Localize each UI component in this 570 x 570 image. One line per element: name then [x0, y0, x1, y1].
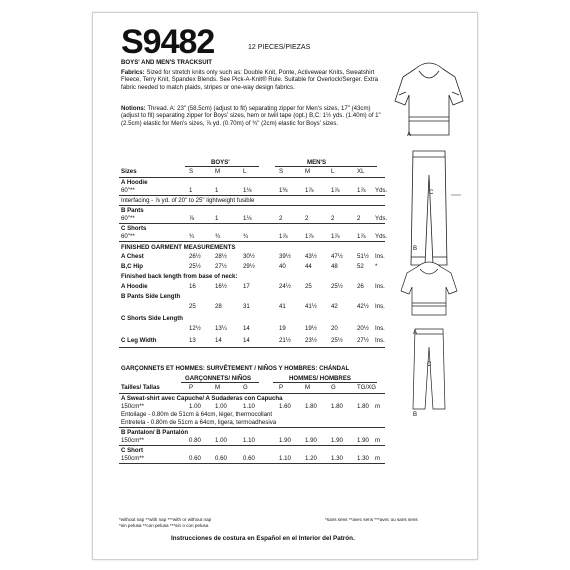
table-cell: 1⅞ — [279, 233, 288, 240]
table-cell: 14 — [243, 325, 250, 332]
row-label-es: Entretela - 0.80m de 51cm a 64cm, ligera, termoadhesiva — [121, 419, 277, 426]
size-header: XL — [357, 168, 365, 175]
notions-text: Thread. A: 23" (58.5cm) (adjust to fit) separating zipper for Men's sizes, 17" (43cm) (adjust to fit) separating zipper for Boys' sizes, hem or twill tape (opt.) B,C: 1½ yds. (1.40m) of 1" (2.5cm) elastic for Men's sizes, ⅞ yd. (0.70m) of ¾" (2cm) elastic for Boys' sizes. — [121, 105, 381, 127]
size-header: L — [243, 168, 247, 175]
unit-cell: Yds. — [375, 215, 388, 222]
finished-row-label: A Chest — [121, 253, 144, 260]
size-header-es: M — [305, 384, 311, 391]
nap-legend-en: *without nap **with nap ***with or without nap — [119, 517, 212, 522]
pattern-number: S9482 — [121, 23, 215, 61]
section-title-es: A Sweat-shirt avec Capuche/ A Sudaderas con Capucha — [121, 395, 283, 402]
table-rule — [119, 223, 385, 224]
row-label: 60"** — [121, 233, 135, 240]
technical-drawings-top — [389, 55, 469, 275]
table-rule — [119, 241, 385, 242]
table-rule — [119, 463, 385, 464]
table-cell: 25½ — [189, 263, 201, 270]
table-cell: 41 — [279, 303, 286, 310]
table-cell: 1.10 — [279, 455, 291, 462]
size-header-es: TG/XG — [357, 384, 376, 391]
unit-cell: Ins. — [375, 325, 385, 332]
table-cell: ¾ — [215, 233, 221, 240]
spanish-instructions-note: Instrucciones de costura en Español en el Interior del Patrón. — [171, 535, 355, 542]
table-cell: 51½ — [357, 253, 369, 260]
table-cell: 52 — [357, 263, 364, 270]
fabrics-text: Sized for stretch knits only such as: Double Knit, Ponte, Activewear Knits, Sweatshirt Fleece, Terry Knit, Spandex Blends. See Pick-A-Knit® Rule. Suitable for Overlock/Serger. Extra fabric needed to match plaids, stripes or one-way design fabrics. — [121, 69, 379, 91]
unit-cell: Ins. — [375, 337, 385, 344]
size-header: M — [305, 168, 311, 175]
table-cell: 40 — [279, 263, 286, 270]
size-header: L — [331, 168, 335, 175]
table-cell: 13 — [189, 337, 196, 344]
figure-label-a-2: A — [413, 329, 418, 336]
technical-drawings-bottom — [389, 257, 469, 417]
size-header-es: P — [279, 384, 284, 391]
size-header-es: G — [243, 384, 248, 391]
figure-label-b: B — [413, 245, 418, 252]
table-cell: 1 — [215, 215, 219, 222]
table-cell: 1.90 — [305, 437, 317, 444]
table-cell: 25½ — [331, 337, 343, 344]
table-cell: 21½ — [279, 337, 291, 344]
table-cell: 12½ — [189, 325, 201, 332]
table-rule — [181, 382, 259, 383]
table-cell: 30½ — [243, 253, 255, 260]
table-cell: 1⅞ — [331, 233, 340, 240]
table-cell: 19 — [279, 325, 286, 332]
row-label-es: 150cm** — [121, 437, 145, 444]
table-cell: 1.00 — [215, 437, 227, 444]
size-header-es: P — [189, 384, 194, 391]
table-cell: 1 — [215, 187, 219, 194]
table-rule — [119, 427, 385, 428]
table-cell: 25 — [305, 283, 312, 290]
table-cell: 1.30 — [357, 455, 369, 462]
table-cell: 2 — [279, 215, 283, 222]
table-cell: 44 — [305, 263, 312, 270]
section-title-es: B Pantalon/ B Pantalón — [121, 429, 189, 436]
row-label-es: 150cm** — [121, 455, 145, 462]
table-rule — [119, 205, 385, 206]
table-cell: 28 — [215, 303, 222, 310]
unit-cell: m — [375, 437, 381, 444]
unit-cell: Ins. — [375, 253, 385, 260]
group-header-mens-es: HOMMES/ HOMBRES — [289, 375, 351, 382]
unit-cell: Ins. — [375, 283, 385, 290]
piece-count: 12 PIECES/PIEZAS — [248, 44, 311, 51]
table-cell: 1⅞ — [305, 187, 314, 194]
row-label-es: Entoilage - 0.80m de 51cm à 64cm, léger, thermocollant — [121, 411, 273, 418]
size-header: S — [279, 168, 284, 175]
size-header-es: G — [331, 384, 336, 391]
table-rule — [119, 177, 385, 178]
row-label-es: 150cm** — [121, 403, 145, 410]
sizes-label-es: Tailles/ Tallas — [121, 384, 160, 391]
table-cell: 0.60 — [243, 455, 255, 462]
unit-cell: Yds. — [375, 187, 388, 194]
table-rule — [119, 195, 385, 196]
section-title: C Shorts — [121, 225, 147, 232]
table-cell: 14 — [215, 337, 222, 344]
unit-cell: Yds. — [375, 233, 388, 240]
table-cell: 23½ — [305, 337, 317, 344]
unit-cell: m — [375, 455, 381, 462]
table-cell: 31 — [243, 303, 250, 310]
row-label: Interfacing - ⅞ yd. of 20" to 25" lightweight fusible — [121, 197, 255, 204]
group-header-boys-es: GARÇONNETS/ NIÑOS — [185, 375, 252, 382]
table-cell: 1⅞ — [357, 187, 366, 194]
table-rule — [119, 347, 385, 348]
table-cell: 19½ — [305, 325, 317, 332]
figure-label-a: A — [407, 131, 412, 138]
table-cell: 1.80 — [331, 403, 343, 410]
table-cell: 29½ — [243, 263, 255, 270]
table-cell: 28½ — [215, 253, 227, 260]
unit-cell: m — [375, 403, 381, 410]
table-rule — [185, 166, 259, 167]
table-cell: 42½ — [357, 303, 369, 310]
table-cell: 1.00 — [215, 403, 227, 410]
table-cell: 1⅞ — [331, 187, 340, 194]
unit-cell: * — [375, 263, 378, 270]
table-cell: 1.90 — [357, 437, 369, 444]
finished-row-label: A Hoodie — [121, 283, 148, 290]
notions-label: Notions: — [121, 105, 146, 112]
hoodie-drawing-small — [401, 262, 457, 315]
figure-label-b-2: B — [413, 411, 418, 418]
table-cell: 27½ — [215, 263, 227, 270]
table-cell: 2 — [357, 215, 361, 222]
table-cell: 25½ — [331, 283, 343, 290]
table-cell: 0.60 — [215, 455, 227, 462]
finished-row-label: Finished back length from base of neck: — [121, 273, 238, 280]
table-rule — [119, 393, 385, 394]
sizes-label: Sizes — [121, 168, 137, 175]
notions-block — [121, 105, 383, 127]
table-cell: 20 — [331, 325, 338, 332]
table-cell: 1.80 — [357, 403, 369, 410]
table-cell: 26 — [357, 283, 364, 290]
nap-legend-fr: *sans sens **avec sens ***avec ou sans sens — [325, 517, 418, 522]
spanish-title: GARÇONNETS ET HOMMES: SURVÊTEMENT / NIÑOS Y HOMBRES: CHÁNDAL — [121, 365, 350, 372]
table-cell: 2 — [305, 215, 309, 222]
table-cell: 1⅞ — [357, 233, 366, 240]
table-cell: 16½ — [215, 283, 227, 290]
size-header: S — [189, 168, 194, 175]
pants-drawing-small — [413, 329, 445, 409]
unit-cell: Ins. — [375, 303, 385, 310]
section-title: B Pants — [121, 207, 144, 214]
table-cell: 13¼ — [215, 325, 227, 332]
table-cell: 1.10 — [243, 437, 255, 444]
table-cell: 14 — [243, 337, 250, 344]
table-cell: 1⅜ — [279, 187, 288, 194]
table-cell: 27½ — [357, 337, 369, 344]
table-cell: 20½ — [357, 325, 369, 332]
figure-label-c: C — [429, 189, 434, 196]
table-cell: 26½ — [189, 253, 201, 260]
table-cell: 1.30 — [331, 455, 343, 462]
table-rule — [119, 445, 385, 446]
figure-label-c-2: C — [427, 361, 432, 368]
table-cell: 42 — [331, 303, 338, 310]
table-rule — [273, 382, 377, 383]
finished-title: FINISHED GARMENT MEASUREMENTS — [121, 244, 236, 251]
group-header-boys: BOYS' — [211, 159, 230, 166]
table-cell: 1.90 — [331, 437, 343, 444]
table-cell: 1⅛ — [243, 187, 252, 194]
table-cell: 43½ — [305, 253, 317, 260]
finished-row-label: C Shorts Side Length — [121, 315, 183, 322]
table-cell: 2 — [331, 215, 335, 222]
pattern-title: BOYS' AND MEN'S TRACKSUIT — [121, 59, 213, 66]
finished-row-label: B,C Hip — [121, 263, 144, 270]
table-cell: 0.60 — [189, 455, 201, 462]
table-cell: 39½ — [279, 253, 291, 260]
table-cell: 1.80 — [305, 403, 317, 410]
table-cell: 1⅛ — [243, 215, 252, 222]
table-cell: 41½ — [305, 303, 317, 310]
table-cell: 0.80 — [189, 437, 201, 444]
finished-row-label: C Leg Width — [121, 337, 157, 344]
table-cell: 48 — [331, 263, 338, 270]
hoodie-drawing — [395, 63, 463, 135]
group-header-mens: MEN'S — [307, 159, 327, 166]
table-cell: 1.90 — [279, 437, 291, 444]
table-cell: 1.10 — [243, 403, 255, 410]
section-title-es: C Short — [121, 447, 144, 454]
fabrics-block — [121, 69, 383, 91]
table-cell: ¾ — [243, 233, 249, 240]
finished-row-label: B Pants Side Length — [121, 293, 181, 300]
table-cell: ⅞ — [189, 215, 195, 222]
size-header-es: M — [215, 384, 221, 391]
table-cell: 1 — [189, 187, 193, 194]
section-title: A Hoodie — [121, 179, 148, 186]
table-cell: 16 — [189, 283, 196, 290]
table-cell: 1.60 — [279, 403, 291, 410]
fabrics-label: Fabrics: — [121, 69, 145, 76]
table-cell: 24½ — [279, 283, 291, 290]
table-cell: 25 — [189, 303, 196, 310]
pattern-envelope-back — [92, 12, 478, 560]
row-label: 60"** — [121, 187, 135, 194]
table-cell: 47½ — [331, 253, 343, 260]
table-cell: 1.00 — [189, 403, 201, 410]
table-cell: 17 — [243, 283, 250, 290]
table-cell: 1.20 — [305, 455, 317, 462]
table-rule — [275, 166, 377, 167]
table-cell: 1⅞ — [305, 233, 314, 240]
nap-legend-es: *sin pelusa **con pelusa ***sin o con pelusa — [119, 523, 209, 528]
table-cell: ¾ — [189, 233, 195, 240]
size-header: M — [215, 168, 221, 175]
row-label: 60"** — [121, 215, 135, 222]
